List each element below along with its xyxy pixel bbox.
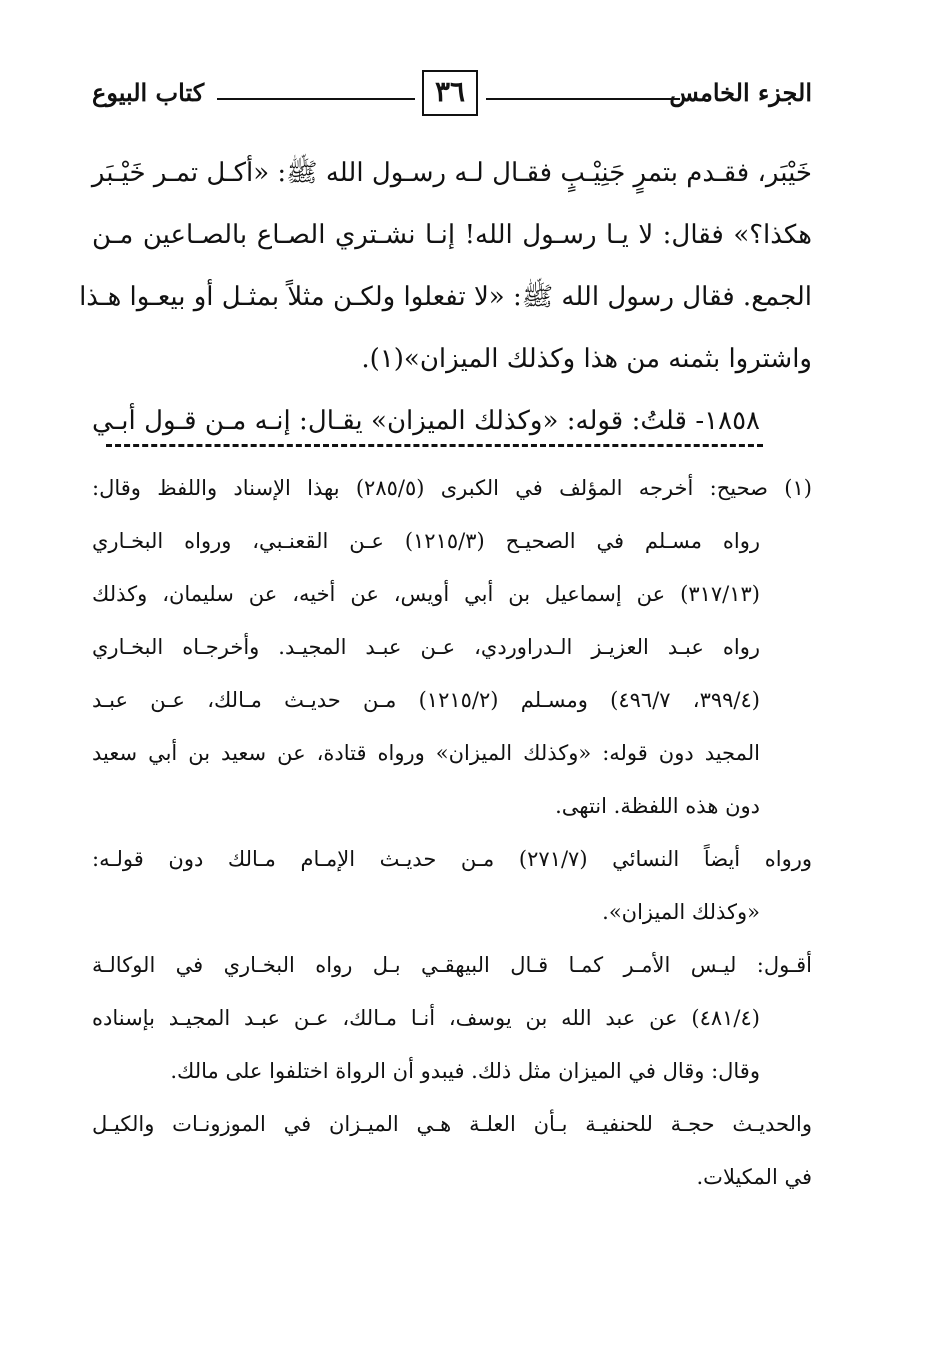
footnote-line: (١) صحيح: أخرجه المؤلف في الكبرى (٢٨٥/٥) بهذا الإسناد واللفظ وقال:: [92, 476, 812, 500]
footnote-line: رواه عبـد العزيـز الـدراوردي، عـن عبـد المجيـد. وأخرجـاه البخـاري: [92, 635, 760, 659]
footnote-line: المجيد دون قوله: «وكذلك الميزان» ورواه قتادة، عن سعيد بن أبي سعيد: [92, 741, 760, 765]
main-line: هكذا؟» فقال: لا يـا رسـول الله! إنـا نشـتري الصـاع بالصـاعين مـن: [92, 220, 812, 250]
footnote-line: ورواه أيضاً النسائي (٢٧١/٧) مـن حديـث الإمـام مـالك دون قولـه:: [92, 847, 813, 871]
footnote-line: وقال: وقال في الميزان مثل ذلك. فيبدو أن الرواة اختلفوا على مالك.: [170, 1059, 760, 1083]
footnote-line: في المكيلات.: [696, 1165, 812, 1189]
footnote-separator: [106, 444, 763, 447]
footnotes: [92, 462, 812, 1204]
running-header: [92, 66, 812, 126]
main-text: [79, 142, 812, 452]
footnote-line: دون هذه اللفظة. انتهى.: [555, 794, 760, 818]
page-number: ٣٦: [422, 70, 478, 116]
volume-title: الجزء الخامس: [669, 78, 812, 107]
header-rule-left: [217, 98, 415, 100]
footnote-line: (٣٩٩/٤، ٤٩٦/٧) ومسـلم (١٢١٥/٢) مـن حديـث مـالك، عـن عبـد: [92, 688, 760, 712]
footnote-line: رواه مسـلم في الصحيـح (١٢١٥/٣) عـن القعنـبي، ورواه البخـاري: [92, 529, 760, 553]
footnote-line: والحديـث حجـة للحنفيـة بـأن العلـة هـي الميـزان في الموزونـات والكيـل: [92, 1112, 812, 1136]
chapter-title: كتاب البيوع: [92, 78, 205, 107]
footnote-line: أقـول: ليـس الأمـر كمـا قـال البيهقـي بـل رواه البخـاري في الوكالـة: [92, 953, 812, 977]
main-line: واشتروا بثمنه من هذا وكذلك الميزان»(١).: [361, 344, 812, 374]
header-rule-right: [486, 98, 680, 100]
numbered-paragraph-line: ١٨٥٨- قلتُ: قوله: «وكذلك الميزان» يقـال: إنـه مـن قـول أبـي: [92, 406, 760, 436]
main-line: الجمع. فقال رسول الله ﷺ: «لا تفعلوا ولكـن مثلاً بمثـل أو بيعـوا هـذا: [79, 282, 812, 312]
footnote-line: (٣١٧/١٣) عن إسماعيل بن أبي أويس، عن أخيه، عن سليمان، وكذلك: [92, 582, 760, 606]
footnote-line: «وكذلك الميزان».: [602, 900, 760, 924]
main-line: خَيْبَر، فقـدم بتمرٍ جَنِيْـبٍ فقـال لـه رسـول الله ﷺ: «أكـل تمـر خَيْـبَر: [91, 158, 812, 188]
footnote-line: (٤٨١/٤) عن عبد الله بن يوسف، أنـا مـالك، عـن عبـد المجيـد بإسناده: [92, 1006, 760, 1030]
